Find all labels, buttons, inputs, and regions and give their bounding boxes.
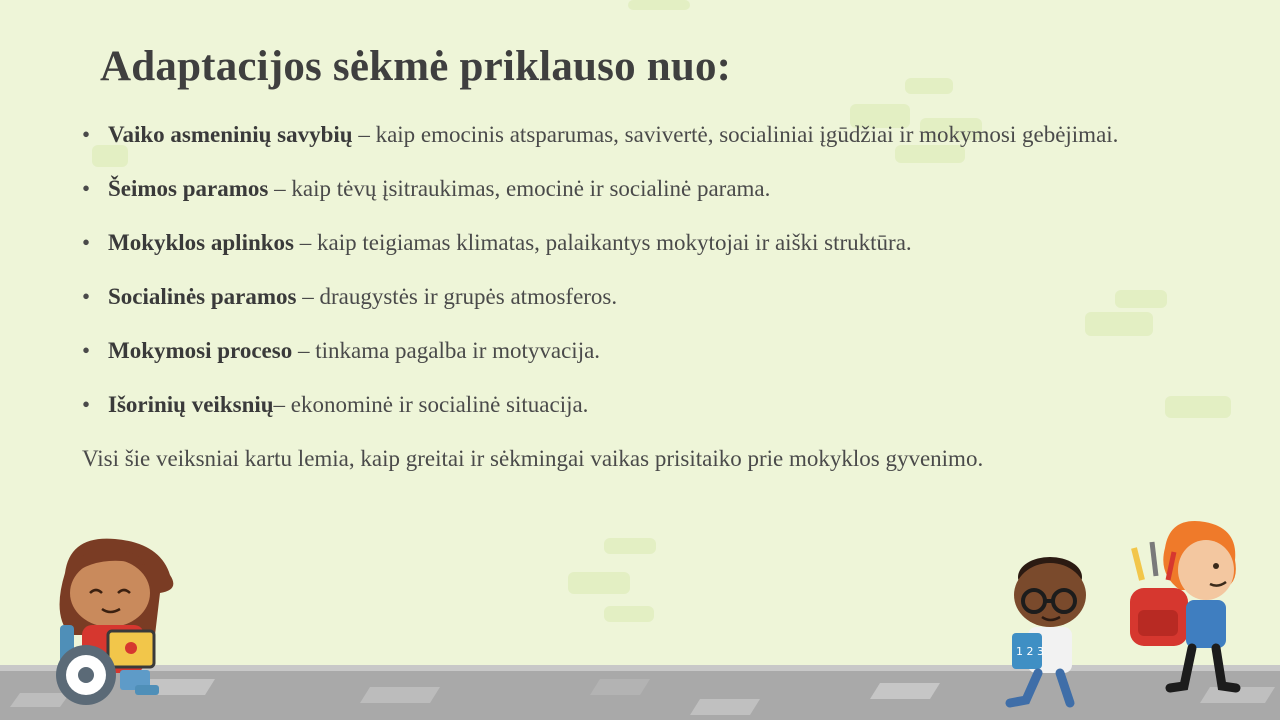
chalk-smudge	[604, 606, 654, 622]
list-item	[82, 336, 1192, 365]
list-item	[82, 390, 1192, 419]
list-item	[82, 120, 1192, 149]
chalk-smudge	[905, 78, 953, 94]
factor-name: Mokyklos aplinkos	[108, 230, 294, 255]
factor-description: – draugystės ir grupės atmosferos.	[296, 284, 618, 309]
factor-description: – ekonominė ir socialinė situacija.	[273, 392, 589, 417]
list-item	[82, 174, 1192, 203]
list-item	[82, 282, 1192, 311]
factor-description: – kaip emocinis atsparumas, savivertė, socialiniai įgūdžiai ir mokymosi gebėjimai.	[352, 122, 1119, 147]
factor-name: Socialinės paramos	[108, 284, 297, 309]
girl-in-wheelchair-illustration	[40, 535, 190, 710]
chalk-smudge	[628, 0, 690, 10]
factor-description: – kaip teigiamas klimatas, palaikantys mokytojai ir aiški struktūra.	[294, 230, 912, 255]
summary-text: Visi šie veiksniai kartu lemia, kaip greitai ir sėkmingai vaikas prisitaiko prie mokyklos gyvenimo.	[82, 446, 984, 471]
list-item	[82, 228, 1192, 257]
factor-list	[82, 120, 1192, 419]
factor-name: Mokymosi proceso	[108, 338, 293, 363]
chalk-smudge	[568, 572, 630, 594]
factor-description: – tinkama pagalba ir motyvacija.	[292, 338, 601, 363]
slide-title: Adaptacijos sėkmė priklauso nuo:	[100, 43, 732, 90]
boy-with-glasses-illustration	[1000, 555, 1100, 710]
chalk-smudge	[604, 538, 656, 554]
factor-name: Vaiko asmeninių savybių	[108, 122, 353, 147]
boy-with-backpack-illustration	[1120, 518, 1250, 698]
svg-text:1 2 3: 1 2 3	[1016, 645, 1044, 658]
factor-name: Šeimos paramos	[108, 176, 269, 201]
factor-name: Išorinių veiksnių	[108, 392, 274, 417]
slide-content	[82, 120, 1192, 473]
factor-description: – kaip tėvų įsitraukimas, emocinė ir socialinė parama.	[268, 176, 771, 201]
